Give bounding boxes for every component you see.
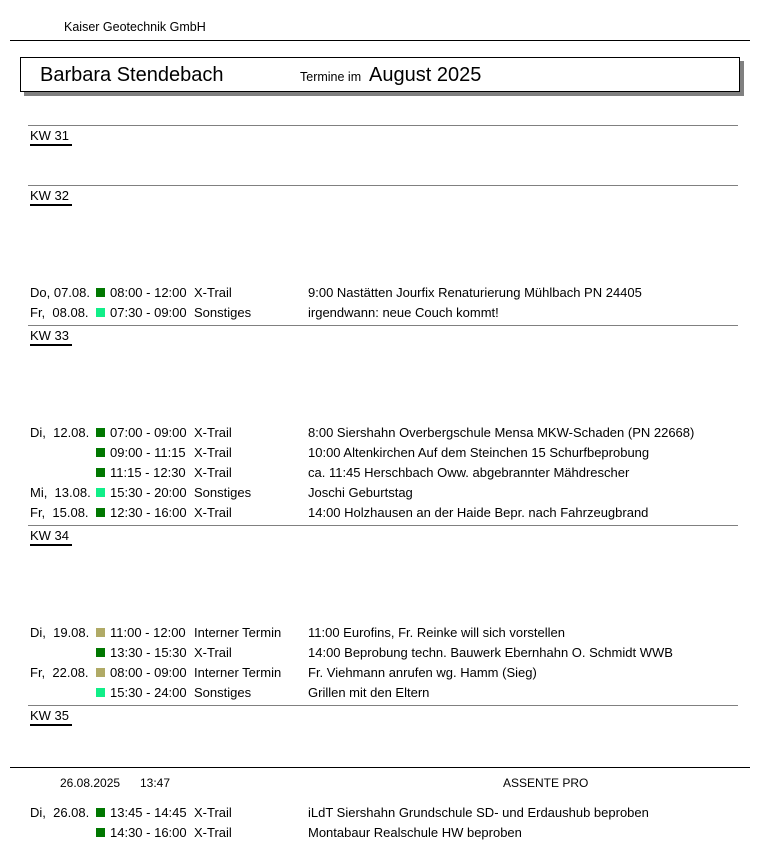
- appointment-description: Fr. Viehmann anrufen wg. Hamm (Sieg): [308, 665, 537, 680]
- appointment-date: Fr, 22.08.: [30, 665, 89, 680]
- category-color-icon: [96, 448, 105, 457]
- appointment-time: 08:00 - 12:00: [110, 285, 187, 300]
- appointment-row[interactable]: [0, 285, 780, 305]
- appointment-category: Interner Termin: [194, 665, 282, 680]
- appointment-date: Di, 12.08.: [30, 425, 90, 440]
- appointment-category: X-Trail: [194, 505, 232, 520]
- appointment-description: Grillen mit den Eltern: [308, 685, 430, 700]
- appointment-category: X-Trail: [194, 285, 232, 300]
- person-name: Barbara Stendebach: [40, 64, 224, 86]
- appointment-description: 11:00 Eurofins, Fr. Reinke will sich vorstellen: [308, 625, 565, 640]
- category-color-icon: [96, 508, 105, 517]
- appointment-description: irgendwann: neue Couch kommt!: [308, 305, 499, 320]
- appointment-time: 14:30 - 16:00: [110, 825, 187, 840]
- appointment-time: 13:30 - 15:30: [110, 645, 187, 660]
- appointment-row[interactable]: [0, 485, 780, 505]
- category-color-icon: [96, 628, 105, 637]
- appointment-description: Montabaur Realschule HW beproben: [308, 825, 522, 840]
- appointment-description: Joschi Geburtstag: [308, 485, 413, 500]
- category-color-icon: [96, 668, 105, 677]
- appointment-row[interactable]: [0, 685, 780, 705]
- week-separator: [28, 705, 738, 706]
- appointment-time: 15:30 - 20:00: [110, 485, 187, 500]
- category-color-icon: [96, 288, 105, 297]
- print-time: 13:47: [140, 776, 171, 790]
- appointment-time: 13:45 - 14:45: [110, 805, 187, 820]
- appointment-category: X-Trail: [194, 425, 232, 440]
- appointment-time: 09:00 - 11:15: [110, 445, 186, 460]
- appointment-row[interactable]: [0, 445, 780, 465]
- appointment-category: Sonstiges: [194, 685, 252, 700]
- appointment-category: Sonstiges: [194, 485, 252, 500]
- week-separator: [28, 125, 738, 126]
- week-label: KW 32: [30, 189, 72, 206]
- appointment-category: X-Trail: [194, 825, 232, 840]
- appointment-category: X-Trail: [194, 465, 232, 480]
- appointment-time: 11:00 - 12:00: [110, 625, 186, 640]
- category-color-icon: [96, 468, 105, 477]
- appointment-date: Fr, 08.08.: [30, 305, 89, 320]
- category-color-icon: [96, 688, 105, 697]
- header-divider: [10, 40, 750, 41]
- appointment-row[interactable]: [0, 625, 780, 645]
- category-color-icon: [96, 648, 105, 657]
- appointment-description: 8:00 Siershahn Overbergschule Mensa MKW-Schaden (PN 22668): [308, 425, 695, 440]
- category-color-icon: [96, 308, 105, 317]
- appointment-date: Do, 07.08.: [30, 285, 90, 300]
- appointment-category: Interner Termin: [194, 625, 282, 640]
- category-color-icon: [96, 428, 105, 437]
- appointment-time: 07:30 - 09:00: [110, 305, 187, 320]
- appointment-row[interactable]: [0, 465, 780, 485]
- week-separator: [28, 185, 738, 186]
- appointment-row[interactable]: [0, 825, 780, 845]
- appointment-row[interactable]: [0, 305, 780, 325]
- appointment-row[interactable]: [0, 665, 780, 685]
- appointment-description: ca. 11:45 Herschbach Oww. abgebrannter Mähdrescher: [308, 465, 630, 480]
- category-color-icon: [96, 808, 105, 817]
- appointment-row[interactable]: [0, 645, 780, 665]
- appointment-date: Di, 19.08.: [30, 625, 90, 640]
- footer-divider: [10, 767, 750, 768]
- appointment-date: Di, 26.08.: [30, 805, 90, 820]
- title-box: [20, 57, 740, 92]
- app-name: ASSENTE PRO: [503, 776, 589, 790]
- appointment-description: 10:00 Altenkirchen Auf dem Steinchen 15 Schurfbeprobung: [308, 445, 650, 460]
- week-separator: [28, 525, 738, 526]
- appointment-time: 12:30 - 16:00: [110, 505, 187, 520]
- appointment-row[interactable]: [0, 805, 780, 825]
- title-prefix: Termine im: [300, 70, 362, 84]
- appointment-description: 14:00 Holzhausen an der Haide Bepr. nach Fahrzeugbrand: [308, 505, 649, 520]
- company-name: Kaiser Geotechnik GmbH: [64, 20, 206, 34]
- appointment-time: 07:00 - 09:00: [110, 425, 187, 440]
- category-color-icon: [96, 828, 105, 837]
- appointment-time: 15:30 - 24:00: [110, 685, 187, 700]
- week-label: KW 31: [30, 129, 72, 146]
- appointment-time: 08:00 - 09:00: [110, 665, 187, 680]
- title-month: August 2025: [369, 64, 482, 86]
- appointment-description: 14:00 Beprobung techn. Bauwerk Ebernhahn O. Schmidt WWB: [308, 645, 673, 660]
- appointment-row[interactable]: [0, 425, 780, 445]
- appointment-category: X-Trail: [194, 445, 232, 460]
- week-label: KW 34: [30, 529, 72, 546]
- appointment-description: 9:00 Nastätten Jourfix Renaturierung Mühlbach PN 24405: [308, 285, 642, 300]
- print-date: 26.08.2025: [60, 776, 121, 790]
- appointment-time: 11:15 - 12:30: [110, 465, 186, 480]
- appointment-category: X-Trail: [194, 805, 232, 820]
- category-color-icon: [96, 488, 105, 497]
- appointment-row[interactable]: [0, 505, 780, 525]
- week-separator: [28, 325, 738, 326]
- appointment-description: iLdT Siershahn Grundschule SD- und Erdaushub beproben: [308, 805, 649, 820]
- appointment-date: Fr, 15.08.: [30, 505, 89, 520]
- appointment-category: X-Trail: [194, 645, 232, 660]
- week-label: KW 33: [30, 329, 72, 346]
- appointment-category: Sonstiges: [194, 305, 252, 320]
- week-label: KW 35: [30, 709, 72, 726]
- appointment-date: Mi, 13.08.: [30, 485, 91, 500]
